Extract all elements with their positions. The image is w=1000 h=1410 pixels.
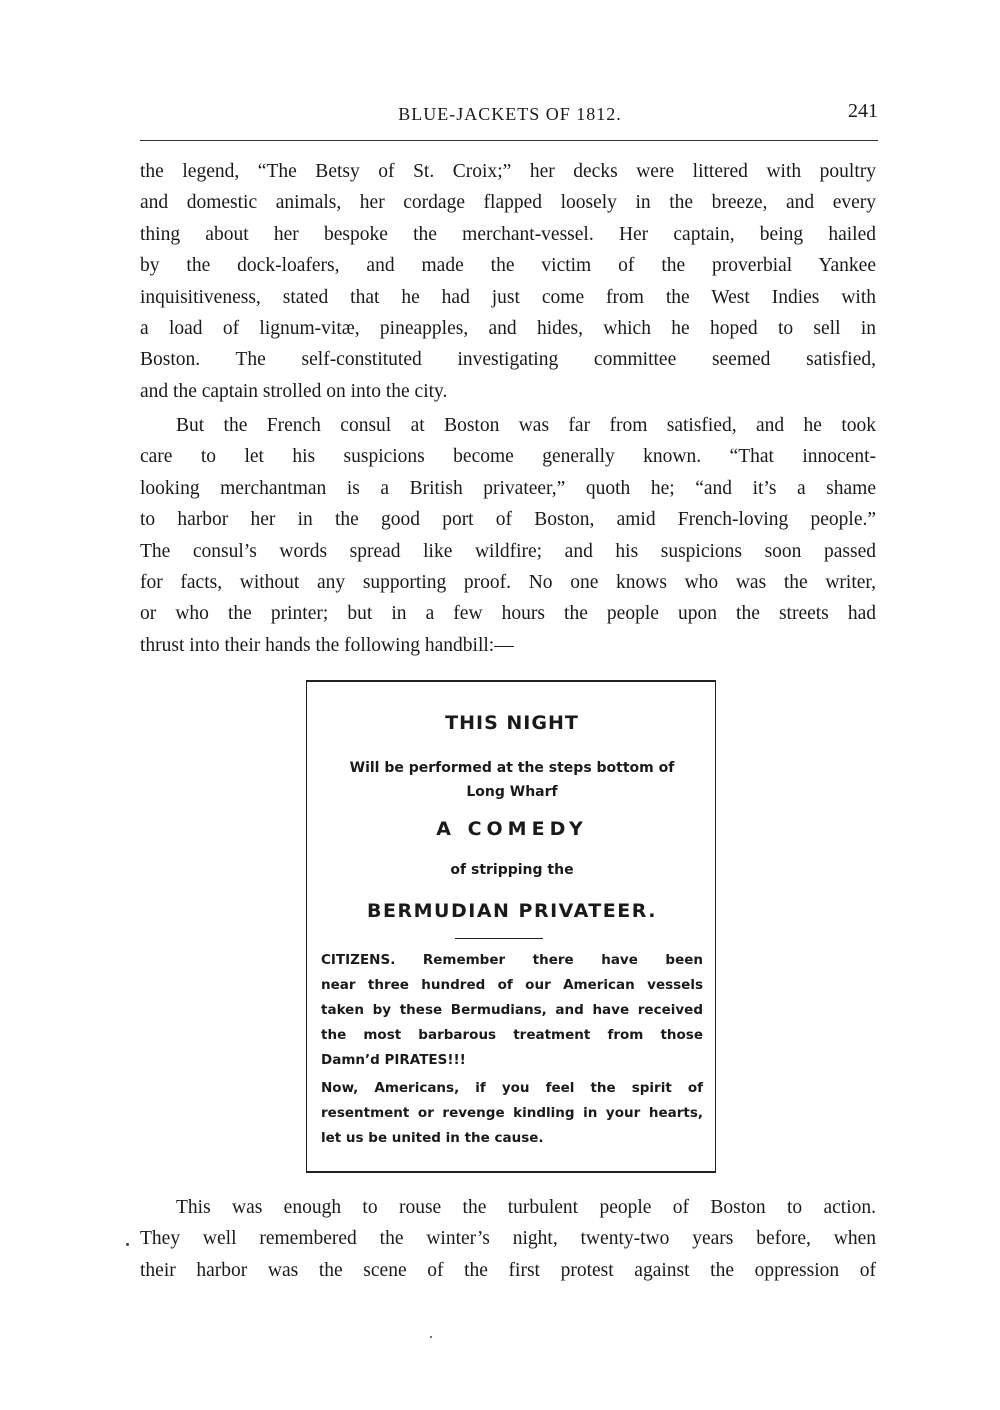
text-line: by the dock-loafers, and made the victim of the proverbial Yankee (140, 255, 876, 277)
running-title: BLUE-JACKETS OF 1812. (398, 104, 622, 124)
handbill-title: THIS NIGHT (445, 712, 579, 734)
handbill-comedy: A COMEDY (436, 818, 588, 840)
handbill-line: Now, Americans, if you feel the spirit of (321, 1080, 703, 1096)
handbill-line: taken by these Bermudians, and have received (321, 1002, 703, 1018)
handbill-venue (321, 756, 703, 804)
handbill-americans-paragraph (321, 1076, 703, 1151)
text-line: looking merchantman is a British privateer,” quoth he; “and it’s a shame (140, 477, 876, 499)
text-line: and the captain strolled on into the city. (140, 380, 448, 402)
header-rule (140, 140, 878, 141)
paragraph-french-consul (140, 410, 876, 661)
handbill-line: let us be united in the cause. (321, 1130, 544, 1146)
print-speck (126, 1243, 129, 1246)
text-line: the legend, “The Betsy of St. Croix;” her decks were littered with poultry (140, 161, 876, 182)
handbill-line: Damn’d PIRATES!!! (321, 1052, 466, 1068)
text-line: thing about her bespoke the merchant-vessel. Her captain, being hailed (140, 223, 876, 245)
handbill-line: resentment or revenge kindling in your hearts, (321, 1105, 703, 1121)
handbill-box (306, 680, 716, 1173)
text-line: They well remembered the winter’s night, twenty-two years before, when (140, 1228, 876, 1250)
handbill-subject: BERMUDIAN PRIVATEER. (367, 900, 657, 922)
text-line: Boston. The self-constituted investigating committee seemed satisfied, (140, 349, 876, 371)
running-head (140, 100, 880, 130)
handbill-line: CITIZENS. Remember there have been (321, 952, 703, 968)
text-line: and domestic animals, her cordage flapped loosely in the breeze, and every (140, 192, 876, 214)
text-line: inquisitiveness, stated that he had just come from the West Indies with (140, 286, 876, 308)
text-line: But the French consul at Boston was far from satisfied, and he took (176, 415, 876, 436)
text-line: The consul’s words spread like wildfire; and his suspicions soon passed (140, 540, 876, 562)
text-line: This was enough to rouse the turbulent people of Boston to action. (176, 1197, 876, 1218)
text-line: a load of lignum-vitæ, pineapples, and hides, which he hoped to sell in (140, 317, 876, 339)
text-line: thrust into their hands the following handbill:— (140, 634, 514, 656)
handbill-line: the most barbarous treatment from those (321, 1027, 703, 1043)
handbill-line: near three hundred of our American vessels (321, 977, 703, 993)
text-line: to harbor her in the good port of Boston, amid French-loving people.” (140, 509, 876, 531)
handbill-divider (455, 938, 543, 939)
handbill-venue-line: Will be performed at the steps bottom of (349, 760, 675, 776)
handbill-venue-place: Long Wharf (466, 784, 558, 800)
print-speck (430, 1336, 432, 1338)
handbill-stripping: of stripping the (450, 862, 574, 878)
text-line: care to let his suspicions become generally known. “That innocent- (140, 446, 876, 468)
handbill-citizens-paragraph (321, 948, 703, 1073)
paragraph-legend (140, 156, 876, 407)
page-number: 241 (848, 100, 878, 122)
text-line: for facts, without any supporting proof. No one knows who was the writer, (140, 571, 876, 593)
text-line: or who the printer; but in a few hours the people upon the streets had (140, 603, 876, 625)
paragraph-boston-action (140, 1192, 876, 1286)
text-line: their harbor was the scene of the first protest against the oppression of (140, 1259, 876, 1281)
